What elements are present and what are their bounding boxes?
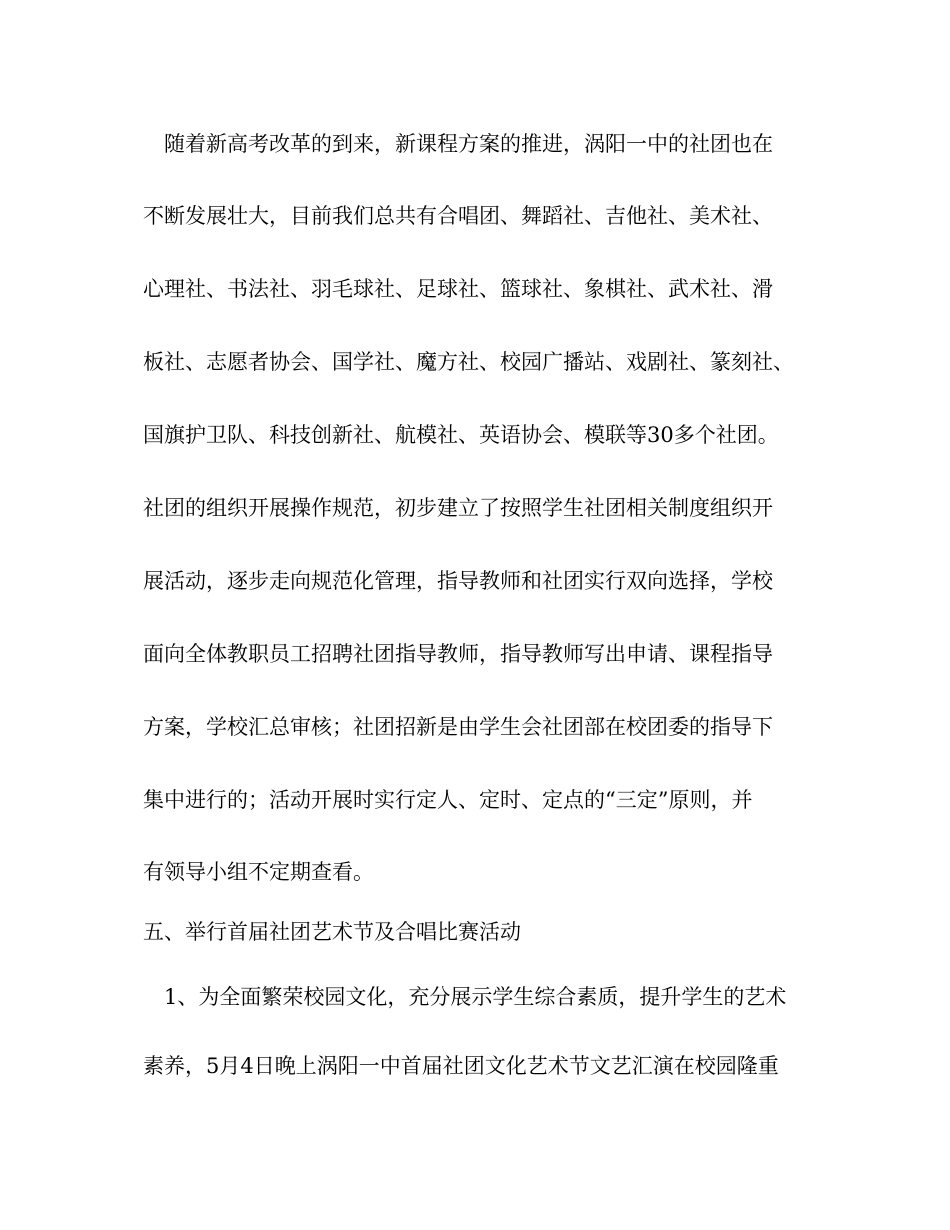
paragraph-line: 社团的组织开展操作规范，初步建立了按照学生社团相关制度组织开 bbox=[143, 496, 773, 520]
paragraph-line: 面向全体教职员工招聘社团指导教师，指导教师写出申请、课程指导 bbox=[143, 642, 773, 666]
paragraph-line: 不断发展壮大，目前我们总共有合唱团、舞蹈社、吉他社、美术社、 bbox=[143, 204, 773, 228]
paragraph-line: 国旗护卫队、科技创新社、航模社、英语协会、模联等30多个社团。 bbox=[143, 423, 779, 447]
paragraph-line: 随着新高考改革的到来，新课程方案的推进，涡阳一中的社团也在 bbox=[164, 132, 773, 156]
paragraph-line: 有领导小组不定期查看。 bbox=[143, 860, 374, 884]
paragraph-line: 素养，5月4日晚上涡阳一中首届社团文化艺术节文艺汇演在校园隆重 bbox=[143, 1054, 779, 1078]
section-heading: 五、举行首届社团艺术节及合唱比赛活动 bbox=[143, 920, 521, 944]
paragraph-line: 展活动，逐步走向规范化管理，指导教师和社团实行双向选择，学校 bbox=[143, 569, 773, 593]
paragraph-line: 集中进行的；活动开展时实行定人、定时、定点的“三定”原则，并 bbox=[143, 788, 753, 812]
paragraph-line: 板社、志愿者协会、国学社、魔方社、校园广播站、戏剧社、篆刻社、 bbox=[143, 350, 794, 374]
paragraph-line: 心理社、书法社、羽毛球社、足球社、篮球社、象棋社、武术社、滑 bbox=[143, 277, 773, 301]
paragraph-line: 1、为全面繁荣校园文化，充分展示学生综合素质，提升学生的艺术 bbox=[164, 985, 787, 1009]
paragraph-line: 方案，学校汇总审核；社团招新是由学生会社团部在校团委的指导下 bbox=[143, 715, 773, 739]
